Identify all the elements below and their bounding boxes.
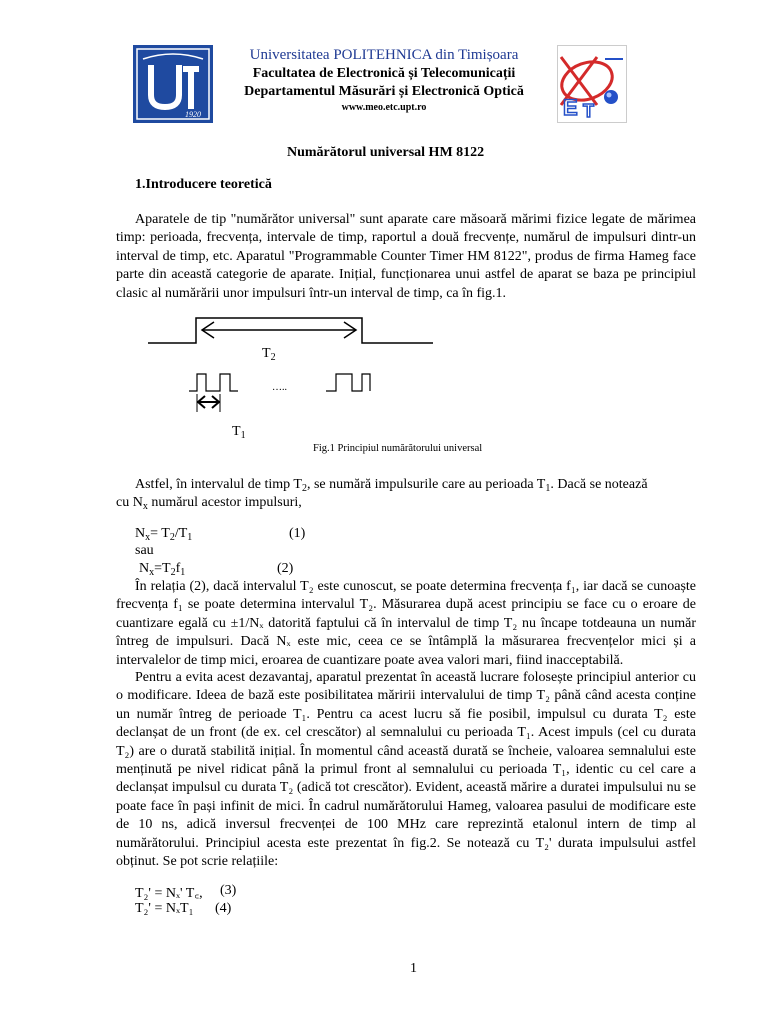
svg-text:T: T bbox=[583, 101, 594, 121]
equation-3: T₂' = Nₓ' T꜀, bbox=[135, 886, 203, 901]
page-number: 1 bbox=[410, 961, 417, 976]
page-title: Numărătorul universal HM 8122 bbox=[287, 145, 485, 160]
equation-1: $N_x= T_2/T_1$ bbox=[135, 526, 193, 543]
website-link[interactable]: www.meo.etc.upt.ro bbox=[341, 102, 427, 113]
svg-text:E: E bbox=[563, 95, 578, 120]
equation-4-number: (4) bbox=[215, 901, 232, 916]
fig1-label-t2: $T_2$ bbox=[262, 346, 276, 363]
fig1-timing-diagram bbox=[140, 312, 440, 427]
equation-1-number: (1) bbox=[289, 526, 306, 541]
fig1-dots: ….. bbox=[272, 382, 287, 393]
equation-2-number: (2) bbox=[277, 561, 294, 576]
fig1-label-t1: $T_1$ bbox=[232, 424, 246, 441]
department-name: Departamentul Măsurări și Electronică Optică bbox=[244, 84, 524, 99]
equation-2: $N_x=T_2f_1$ bbox=[139, 561, 186, 578]
paragraph-quantization: În relația (2), dacă intervalul T₂ este cunoscut, se poate determina frecvența f₁, iar dacă se cunoaște frecvența f₁ se poate determina intervalul T₂. Măsurarea după acest principiu se face cu o eroare de cuantizare egală cu ±1/Nₓ datorită faptului că în intervalul de timp T₂ nu încape totdeauna un număr întreg de impulsuri. Dacă Nₓ este mic, ceea ce se întâmplă la măsurarea frecvențelor mici și a intervalelor de timp mici, eroarea de cuantizare poate avea valori mari, fiind inacceptabilă. bbox=[116, 579, 696, 668]
fig1-caption: Fig.1 Principiul numărătorului universal bbox=[313, 443, 483, 454]
equation-3-number: (3) bbox=[220, 883, 237, 898]
meo-logo-icon bbox=[557, 45, 627, 123]
university-name: Universitatea POLITEHNICA din Timișoara bbox=[249, 47, 519, 63]
paragraph-2-line2: cu $N_x$ numărul acestor impulsuri, bbox=[116, 495, 302, 512]
paragraph-2-line1: Astfel, în intervalul de timp $T_2$, se numără impulsurile care au perioada $T_1$. Dacă se notează bbox=[135, 477, 648, 494]
paragraph-intro: Aparatele de tip "numărător universal" sunt aparate care măsoară mărimi fizice legate de mărimea timp: perioada, frecvența, intervale de timp, raportul a două frecvențe, numărul de impulsuri dintr-un interval de timp, etc. Aparatul "Programmable Counter Timer HM 8122", produs de firma Hameg face parte din această categorie de aparate. Inițial, funcționarea unui astfel de aparat se baza pe principiul clasic al numărării unor impulsuri într-un interval de timp, ca în fig.1. bbox=[116, 212, 696, 301]
faculty-name: Facultatea de Electronică și Telecomunicații bbox=[252, 66, 516, 81]
paragraph-principle: Pentru a evita acest dezavantaj, aparatul prezentat în această lucrare folosește principiul anterior cu o modificare. Ideea de bază este posibilitatea măririi intervalului de timp T₂ până când acesta conține un număr întreg de perioade T₁. Pentru ca acest lucru să fie posibil, impulsul cu durata T₂ este declanșat de un front (de ex. cel crescător) al semnalului cu perioada T₁. Acest impuls (cel cu durata T₂) are o durată stabilită inițial. În momentul când această durată se încheie, valoarea semnalului este menținută pe nivel ridicat până la primul front al semnalului cu perioada T₁, identic cu cel care a declanșat impulsul cu durata T₂ (adică tot crescător). Evident, această mărire a duratei impulsului nu se poate face în pași infinit de mici. În cadrul numărătorului Hameg, valoarea pasului de modificare este de 10 ns, adică inversul frecvenței de 100 MHz care reprezintă etalonul intern de timp al numărătorului. Principiul acesta este prezentat în fig.2. Se notează cu T₂' durata impulsului astfel obținut. Se pot scrie relațiile: bbox=[116, 670, 696, 870]
section-heading: 1.Introducere teoretică bbox=[135, 177, 272, 192]
sau-label: sau bbox=[135, 543, 154, 558]
equation-4: T₂' = NₓT₁ bbox=[135, 901, 194, 916]
logo-year: 1920 bbox=[185, 110, 201, 119]
department-logo bbox=[557, 45, 627, 123]
figure-1 bbox=[140, 312, 580, 462]
